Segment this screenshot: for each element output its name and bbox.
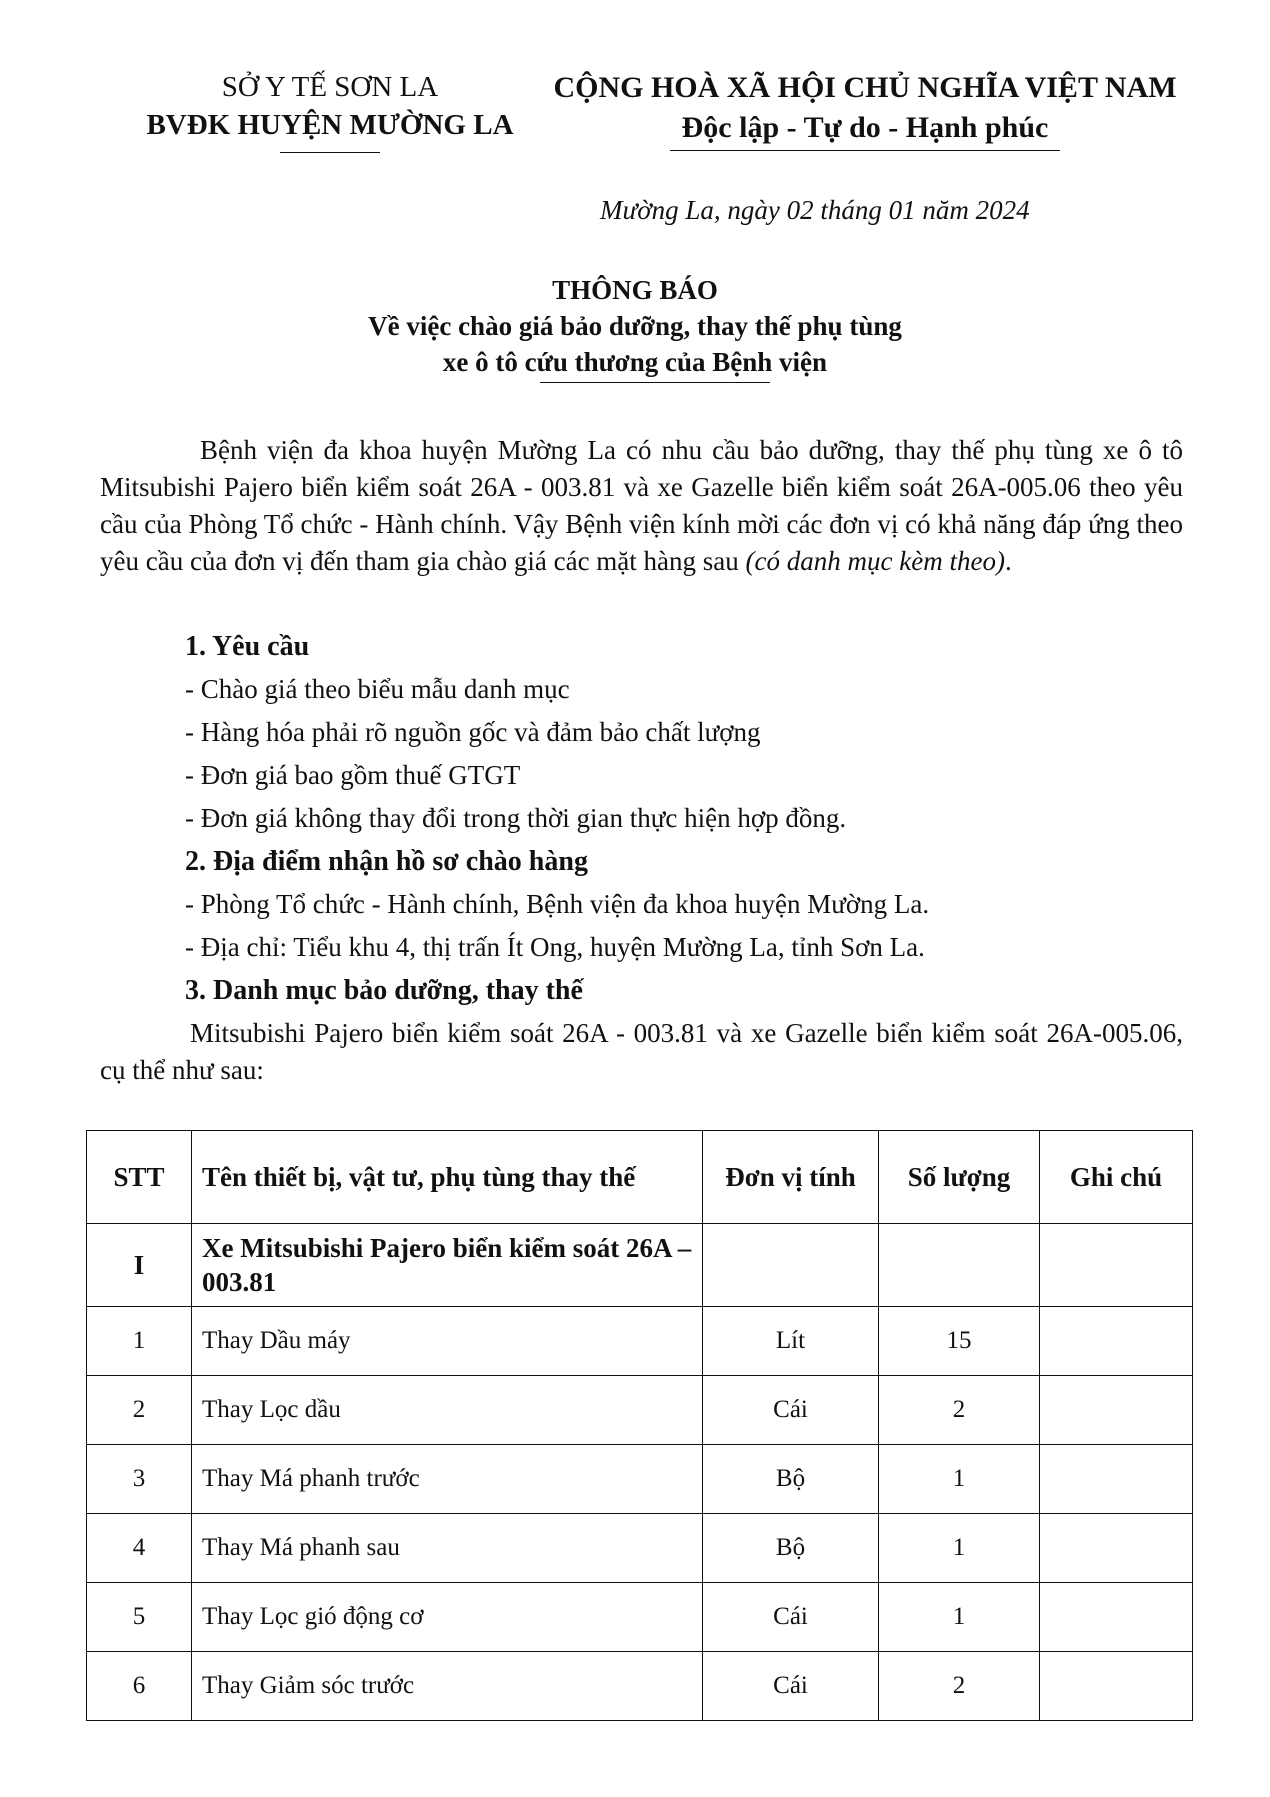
- location-item: - Địa chỉ: Tiểu khu 4, thị trấn Ít Ong, huyện Mường La, tỉnh Sơn La.: [185, 932, 925, 962]
- cell-unit: Cái: [703, 1652, 879, 1721]
- table-section-row: [87, 1224, 1193, 1307]
- requirement-item: - Đơn giá không thay đổi trong thời gian thực hiện hợp đồng.: [185, 803, 847, 833]
- cell-stt: 2: [87, 1376, 192, 1445]
- section-stt: I: [87, 1224, 192, 1307]
- cell-stt: 6: [87, 1652, 192, 1721]
- intro-paragraph: [100, 432, 1183, 580]
- date-line: Mường La, ngày 02 tháng 01 năm 2024: [600, 195, 1030, 225]
- col-header-qty: Số lượng: [879, 1131, 1040, 1224]
- cell-unit: Lít: [703, 1307, 879, 1376]
- cell-qty: 1: [879, 1583, 1040, 1652]
- title-underline: [540, 382, 770, 383]
- col-header-stt: STT: [87, 1131, 192, 1224]
- cell-note: [1040, 1652, 1193, 1721]
- cell-note: [1040, 1307, 1193, 1376]
- col-header-name: Tên thiết bị, vật tư, phụ tùng thay thế: [192, 1131, 703, 1224]
- location-item: - Phòng Tổ chức - Hành chính, Bệnh viện đa khoa huyện Mường La.: [185, 889, 930, 919]
- intro-text: Bệnh viện đa khoa huyện Mường La có nhu cầu bảo dưỡng, thay thế phụ tùng xe ô tô Mitsubishi Pajero biển kiểm soát 26A - 003.81 và xe Gazelle biển kiểm soát 26A-005.06 theo yêu cầu của Phòng Tổ chức - Hành chính. Vậy Bệnh viện kính mời các đơn vị có khả năng đáp ứng theo yêu cầu của đơn vị đến tham gia chào giá các mặt hàng sau: [100, 435, 1183, 576]
- cell-name: Thay Dầu máy: [192, 1307, 703, 1376]
- intro-end: .: [1004, 546, 1012, 576]
- cell-unit: Cái: [703, 1376, 879, 1445]
- intro-italic: (có danh mục kèm theo): [745, 546, 1005, 576]
- requirement-item: - Chào giá theo biểu mẫu danh mục: [185, 674, 570, 704]
- section-name: Xe Mitsubishi Pajero biển kiểm soát 26A – 003.81: [192, 1224, 703, 1307]
- notice-subject-line2: xe ô tô cứu thương của Bệnh viện: [442, 347, 828, 377]
- issuer-underline: [280, 152, 380, 153]
- motto-underline: [670, 150, 1060, 151]
- cell-unit: Cái: [703, 1583, 879, 1652]
- national-motto: Độc lập - Tự do - Hạnh phúc: [681, 111, 1049, 144]
- cell-unit: Bộ: [703, 1445, 879, 1514]
- cell-name: Thay Giảm sóc trước: [192, 1652, 703, 1721]
- section3-heading: 3. Danh mục bảo dưỡng, thay thế: [185, 975, 583, 1006]
- cell-stt: 4: [87, 1514, 192, 1583]
- national-motto-block: [545, 68, 1185, 148]
- table-row: [87, 1445, 1193, 1514]
- cell-name: Thay Má phanh trước: [192, 1445, 703, 1514]
- cell-stt: 3: [87, 1445, 192, 1514]
- cell-qty: 1: [879, 1445, 1040, 1514]
- items-table: [86, 1130, 1193, 1721]
- notice-title: THÔNG BÁO: [552, 275, 718, 305]
- table-row: [87, 1376, 1193, 1445]
- table-header-row: [87, 1131, 1193, 1224]
- cell-stt: 1: [87, 1307, 192, 1376]
- issuer-name: BVĐK HUYỆN MƯỜNG LA: [146, 109, 514, 141]
- section1-heading: 1. Yêu cầu: [185, 631, 310, 662]
- table-row: [87, 1307, 1193, 1376]
- col-header-note: Ghi chú: [1040, 1131, 1193, 1224]
- table-row: [87, 1514, 1193, 1583]
- table-row: [87, 1652, 1193, 1721]
- cell-qty: 1: [879, 1514, 1040, 1583]
- cell-note: [1040, 1376, 1193, 1445]
- cell-name: Thay Má phanh sau: [192, 1514, 703, 1583]
- table-row: [87, 1583, 1193, 1652]
- issuer-parent: SỞ Y TẾ SƠN LA: [221, 71, 439, 103]
- requirement-item: - Đơn giá bao gồm thuế GTGT: [185, 760, 521, 790]
- issuer-block: [110, 68, 550, 144]
- section2-heading: 2. Địa điểm nhận hồ sơ chào hàng: [185, 846, 588, 877]
- cell-note: [1040, 1445, 1193, 1514]
- cell-qty: 2: [879, 1376, 1040, 1445]
- cell-name: Thay Lọc dầu: [192, 1376, 703, 1445]
- cell-note: [1040, 1583, 1193, 1652]
- cell-qty: 15: [879, 1307, 1040, 1376]
- notice-title-block: [150, 272, 1120, 380]
- cell-note: [1040, 1514, 1193, 1583]
- cell-qty: 2: [879, 1652, 1040, 1721]
- national-title: CỘNG HOÀ XÃ HỘI CHỦ NGHĨA VIỆT NAM: [553, 71, 1177, 104]
- cell-name: Thay Lọc gió động cơ: [192, 1583, 703, 1652]
- notice-subject-line1: Về việc chào giá bảo dưỡng, thay thế phụ tùng: [368, 311, 902, 341]
- section3-text: Mitsubishi Pajero biển kiểm soát 26A - 003.81 và xe Gazelle biển kiểm soát 26A-005.06, cụ thể như sau:: [100, 1018, 1183, 1085]
- requirement-item: - Hàng hóa phải rõ nguồn gốc và đảm bảo chất lượng: [185, 717, 761, 747]
- cell-unit: Bộ: [703, 1514, 879, 1583]
- cell-stt: 5: [87, 1583, 192, 1652]
- col-header-unit: Đơn vị tính: [703, 1131, 879, 1224]
